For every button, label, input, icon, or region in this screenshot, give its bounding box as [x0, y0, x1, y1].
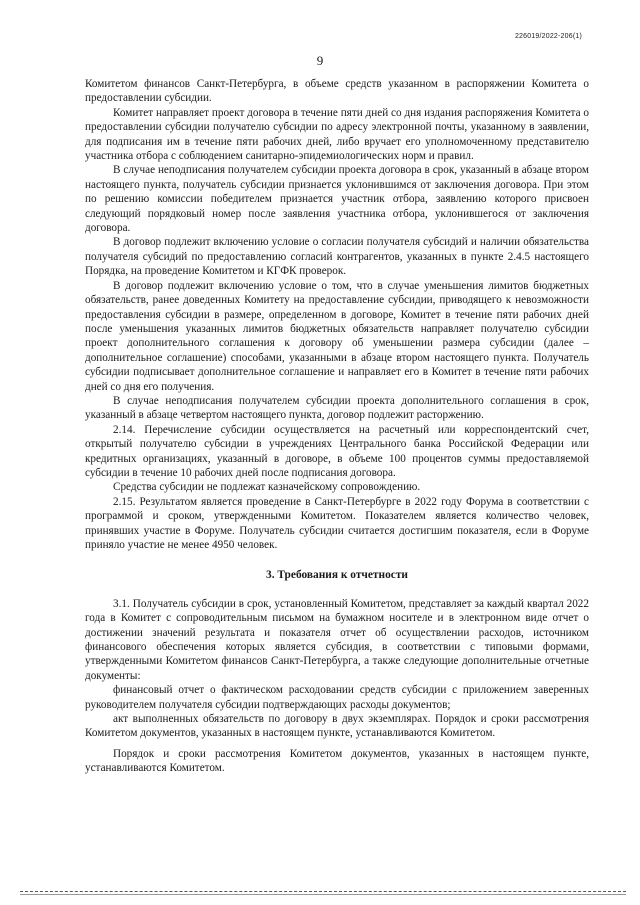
- paragraph: В случае неподписания получателем субсидии проекта дополнительного соглашения в срок, указанный в абзаце четвертом настоящего пункта, договор подлежит расторжению.: [85, 394, 589, 422]
- paragraph: Комитет направляет проект договора в течение пяти дней со дня издания распоряжения Комитета о предоставлении субсидии получателю субсидии по адресу электронной почты, указанному в заявлении, для подписания им в течение пяти рабочих дней, либо вручает его уполномоченному представителю участника отбора с соблюдением санитарно-эпидемиологических норм и правил.: [85, 106, 589, 163]
- document-body: [85, 77, 589, 776]
- paragraph-2-15: 2.15. Результатом является проведение в Санкт-Петербурге в 2022 году Форума в соответствии с программой и сроком, утвержденными Комитетом. Показателем является количество человек, принявших участие в Форуме. Получатель субсидии считается достигшим показателя, если в Форуме приняло участие не менее 4950 человек.: [85, 495, 589, 551]
- document-number: 226019/2022-206(1): [514, 33, 582, 40]
- paragraph: финансовый отчет о фактическом расходовании средств субсидии с приложением заверенных руководителем получателя субсидии подтверждающих расходы документов;: [85, 684, 589, 711]
- paragraph-3-1: 3.1. Получатель субсидии в срок, установленный Комитетом, представляет за каждый квартал 2022 года в Комитет с сопроводительным письмом на бумажном носителе и в электронном виде отчет о достижении значений результата и показателя отчет об осуществлении расходов, источником финансового обеспечения которых является субсидия, в соответствии с типовыми формами, утвержденными Комитетом финансов Санкт-Петербурга, а также следующие дополнительные отчетные документы:: [85, 597, 589, 682]
- section-heading: 3. Требования к отчетности: [266, 569, 408, 582]
- paragraph: Порядок и сроки рассмотрения Комитетом документов, указанных в настоящем пункте, устанавливаются Комитетом.: [85, 747, 589, 775]
- paragraph: В случае неподписания получателем субсидии проекта договора в срок, указанный в абзаце втором настоящего пункта, получатель субсидии признается уклонившимся от заключения договора. При этом по решению комиссии победителем признается участник отбора, заявлению которого присвоен следующий порядковый номер после заявления участника отбора, уклонившегося от заключения договора.: [85, 164, 589, 235]
- paragraph: В договор подлежит включению условие о согласии получателя субсидий и наличии обязательства получателя субсидий по предоставлению согласий контрагентов, указанных в пункте 2.4.5 настоящего Порядка, на проведение Комитетом и КГФК проверок.: [85, 236, 589, 278]
- paragraph-continuation: Комитетом финансов Санкт-Петербурга, в объеме средств указанном в распоряжении Комитета о предоставлении субсидии.: [85, 78, 589, 105]
- paragraph-2-14: 2.14. Перечисление субсидии осуществляется на расчетный или корреспондентский счет, открытый получателю субсидии в учреждениях Центрального банка Российской Федерации или кредитных организациях, указанный в договоре, в объеме 100 процентов суммы предоставляемой субсидии в течение 10 рабочих дней после подписания договора.: [85, 423, 589, 479]
- scan-edge-divider: [20, 891, 626, 892]
- page-number: 9: [316, 53, 324, 68]
- paragraph: В договор подлежит включению условие о том, что в случае уменьшения лимитов бюджетных обязательств, ранее доведенных Комитету на предоставление субсидии, приводящего к невозможности предоставления субсидии в размере, определенном в договоре, Комитет в течение пяти рабочих дней после уменьшения указанных лимитов бюджетных обязательств направляет получателю субсидии проект дополнительного соглашения к договору об уменьшении размера субсидии (далее – дополнительное соглашение) способами, указанными в абзаце втором настоящего пункта. Получатель субсидии подписывает дополнительное соглашение и направляет его в Комитет в течение пяти рабочих дней со дня его получения.: [85, 279, 589, 393]
- paragraph: акт выполненных обязательств по договору в двух экземплярах. Порядок и сроки рассмотрения Комитетом документов, указанных в настоящем пункте, устанавливаются Комитетом.: [85, 713, 589, 740]
- paragraph: Средства субсидии не подлежат казначейскому сопровождению.: [113, 481, 421, 494]
- scan-edge-divider: [20, 894, 626, 895]
